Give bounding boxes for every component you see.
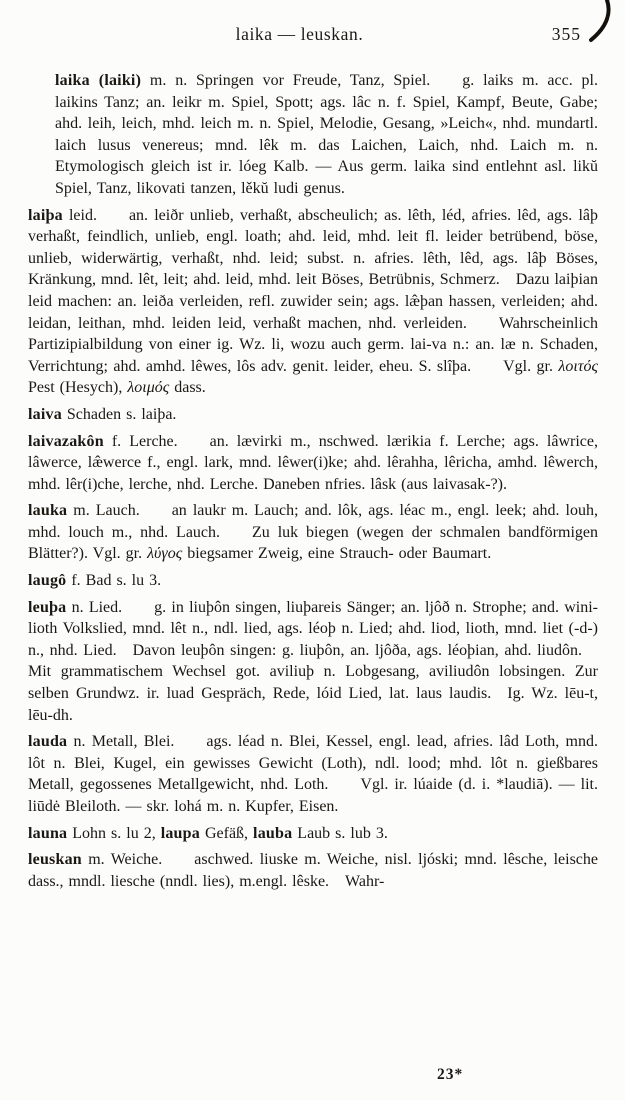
entry-text: f. Lerche. an. lævirki m., nschwed. lærikia f. Lerche; ags. lâwrice, lâwerce, læ̂werce f., engl. lark, mnd. lêwer(i)ke; ahd. lêrahha, lêricha, amhd. lêwerch, mhd. lêr(i)che, lerche, nhd. Lerche. Daneben nfries. lâsk (aus laivasak-?). bbox=[28, 432, 598, 493]
greek-word: λοιμός bbox=[127, 379, 170, 397]
entry-text: n. Metall, Blei. ags. léad n. Blei, Kessel, engl. lead, afries. lâd Loth, mnd. lôt n. Blei, Kugel, ein gewisses Gewicht (Loth), ndl. lood; mhd. lôt n. gießbares Metall, gegossenes Metallgewicht, nhd. Loth. Vgl. ir. lúaide (d. i. *laudiā). — lit. liūdė Bleiloth. — skr. lohá m. n. Kupfer, Eisen. bbox=[28, 733, 598, 815]
headword: laupa bbox=[160, 824, 200, 842]
dictionary-entry-leutha bbox=[28, 597, 598, 727]
entry-text: m. Lauch. an laukr m. Lauch; and. lôk, ags. léac m., engl. leek; ahd. louh, mhd. louch m., nhd. Lauch. Zu luk biegen (wegen der schmalen bandförmigen Blätter?). Vgl. gr. bbox=[28, 502, 598, 563]
dictionary-entry-laitha bbox=[28, 205, 598, 399]
headword: leuþa bbox=[28, 598, 67, 616]
entry-text: dass. bbox=[169, 379, 206, 397]
entry-text: m. n. Springen vor Freude, Tanz, Spiel. g. laiks m. acc. pl. laikins Tanz; an. leikr m. Spiel, Spott; ags. lâc n. f. Spiel, Kampf, Beute, Gabe; ahd. leih, leich, mhd. leich m. n. Spiel, Melodie, Gesang, »Leich«, nhd. mundartl. laich lusus venereus; mnd. lêk m. das Laichen, Laich, nhd. Laich m. n. Etymologisch gleich ist ir. lóeg Kalb. — Aus germ. laika sind entlehnt asl. likŭ Spiel, Tanz, likovati tanzen, lěkŭ ludi genus. bbox=[55, 72, 598, 197]
entry-text: biegsamer Zweig, eine Strauch- oder Baumart. bbox=[182, 545, 492, 563]
dictionary-body bbox=[28, 70, 598, 897]
headword: lauda bbox=[28, 733, 68, 751]
entry-text: Gefäß, bbox=[199, 824, 254, 842]
entry-text: f. Bad s. lu 3. bbox=[66, 572, 162, 590]
dictionary-entry-laivazakon bbox=[28, 431, 598, 496]
dictionary-entry-laugo bbox=[28, 570, 598, 592]
dictionary-entry-laika bbox=[55, 70, 598, 200]
signature-mark: 23* bbox=[437, 1066, 464, 1083]
headword: launa bbox=[28, 824, 68, 842]
entry-text: Lohn s. lu 2, bbox=[67, 824, 161, 842]
headword: laivazakôn bbox=[28, 432, 104, 450]
running-header-title: laika — leuskan. bbox=[235, 24, 364, 44]
dictionary-entry-laiva bbox=[28, 404, 598, 426]
entry-text: n. Lied. g. in liuþôn singen, liuþareis Sänger; an. ljôð n. Strophe; and. wini-lioth Volkslied, mnd. lêt n., ndl. lied, ags. léoþ n. Lied; ahd. liod, lioth, mnd. liet (-d-) n., nhd. Lied. Davon leuþôn singen: g. liuþôn, an. ljôða, ags. léoþian, ahd. liudôn. Mit grammatischem Wechsel got. aviliuþ n. Lobgesang, aviliudôn lobsingen. Zur selben Grundwz. ir. luad Gespräch, Rede, lóid Lied, lat. laus laudis. Ig. Wz. lēu-t, lēu-dh. bbox=[28, 598, 598, 724]
headword: laiva bbox=[28, 405, 62, 423]
page-number: 355 bbox=[551, 24, 581, 44]
entry-text: Pest (Hesych), bbox=[28, 379, 128, 397]
headword: laika (laiki) bbox=[55, 72, 142, 89]
entry-text: leid. an. leiðr unlieb, verhaßt, abscheulich; as. lêth, léd, afries. lêd, ags. lâþ verhaßt, feindlich, unlieb, engl. loath; ahd. leid, mhd. leit fl. leider betrübend, böse, unlieb, widerwärtig, verhaßt, nhd. leid; subst. n. afries. lêth, lêd, ags. lâþ Böses, Kränkung, mnd. lêt, leit; ahd. leid, mhd. leit Böses, Betrübnis, Schmerz. Dazu laiþian leid machen: an. leiða verleiden, refl. zuwider sein; ags. læ̂þan hassen, verleiden; ahd. leidan, leithan, mhd. leiden leid, verhaßt machen, nhd. verleiden. Wahrscheinlich Partizipialbildung von einer ig. Wz. li, wozu auch germ. lai-va n.: an. læ n. Schaden, Verrichtung; ahd. amhd. lêwes, lôs adv. genit. leider, eheu. S. slîþa. Vgl. gr. bbox=[28, 206, 598, 375]
greek-word: λύγος bbox=[147, 545, 183, 563]
entry-text: Laub s. lub 3. bbox=[292, 824, 388, 842]
headword: lauba bbox=[253, 824, 293, 842]
dictionary-entry-leuskan bbox=[28, 849, 598, 892]
headword: laugô bbox=[28, 572, 67, 590]
headword: leuskan bbox=[28, 851, 82, 869]
dictionary-entry-lauda bbox=[28, 731, 598, 817]
headword: laiþa bbox=[28, 206, 63, 224]
dictionary-entry-lauka bbox=[28, 500, 598, 565]
entry-text: m. Weiche. aschwed. liuske m. Weiche, nisl. ljóski; mnd. lêsche, leische dass., mndl. liesche (nndl. lies), m.engl. lêske. Wahr- bbox=[28, 851, 598, 890]
entry-text: Schaden s. laiþa. bbox=[61, 405, 177, 423]
greek-word: λοιτός bbox=[558, 357, 598, 375]
headword: lauka bbox=[28, 502, 68, 520]
dictionary-entry-launa bbox=[28, 823, 598, 845]
